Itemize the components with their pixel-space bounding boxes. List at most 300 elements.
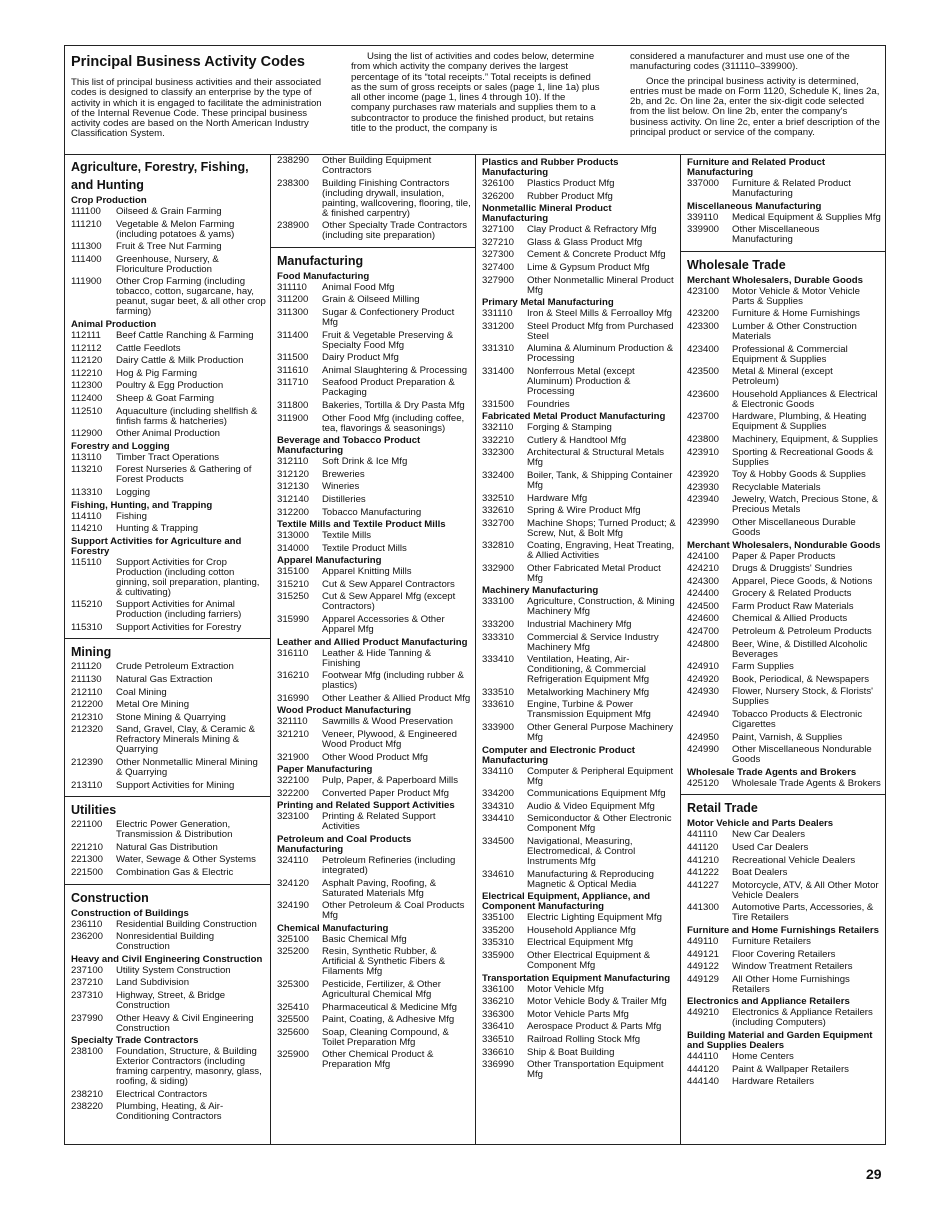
activity-description: Drugs & Druggists' Sundries <box>732 563 853 575</box>
activity-code: 336300 <box>482 1008 515 1020</box>
activity-description: Logging <box>116 486 151 498</box>
activity-description: Toy & Hobby Goods & Supplies <box>732 469 866 481</box>
activity-description: Other Wood Product Mfg <box>322 751 428 763</box>
code-row <box>482 263 676 273</box>
code-row <box>277 295 471 305</box>
code-row <box>277 592 471 612</box>
activity-description: Dairy Product Mfg <box>322 352 399 364</box>
activity-code: 331310 <box>482 343 515 355</box>
activity-description: Cutlery & Handtool Mfg <box>527 434 627 446</box>
code-row <box>687 710 881 730</box>
activity-code: 444110 <box>687 1050 719 1062</box>
activity-code: 112120 <box>71 355 103 367</box>
activity-description: Railroad Rolling Stock Mfg <box>527 1033 641 1045</box>
code-row <box>482 951 676 971</box>
activity-code: 441222 <box>687 867 720 879</box>
sector-title: Construction <box>71 890 149 905</box>
code-row <box>71 207 266 217</box>
code-row <box>482 471 676 491</box>
activity-description: Metalworking Machinery Mfg <box>527 686 650 698</box>
activity-code: 335310 <box>482 937 515 949</box>
activity-code: 311900 <box>277 412 309 424</box>
activity-description: Paper & Paper Products <box>732 550 836 562</box>
activity-description: Jewelry, Watch, Precious Stone, & Precious Metals <box>732 494 879 516</box>
activity-description: Hunting & Trapping <box>116 523 199 535</box>
activity-description: Tobacco Products & Electronic Cigarettes <box>732 709 863 731</box>
activity-description: Electrical Contractors <box>116 1088 208 1100</box>
activity-description: Apparel Accessories & Other Apparel Mfg <box>322 614 445 636</box>
code-row <box>277 753 471 763</box>
activity-code: 316990 <box>277 692 310 704</box>
code-row <box>482 250 676 260</box>
code-row <box>71 991 266 1011</box>
activity-description: Textile Mills <box>322 530 372 542</box>
activity-description: Nonresidential Building Construction <box>116 931 215 953</box>
code-row <box>687 552 881 562</box>
activity-description: Architectural & Structural Metals Mfg <box>527 447 665 469</box>
subsector-heading: Furniture and Related Product Manufacturing <box>687 157 826 178</box>
activity-code: 238210 <box>71 1088 104 1100</box>
code-row <box>687 412 881 432</box>
code-row <box>482 985 676 995</box>
activity-description: Lime & Gypsum Product Mfg <box>527 261 650 273</box>
activity-description: Other Heavy & Civil Engineering Construction <box>116 1012 254 1034</box>
code-row <box>687 975 881 995</box>
code-row <box>277 671 471 691</box>
activity-code: 441110 <box>687 829 718 841</box>
activity-code: 312110 <box>277 456 309 468</box>
activity-description: Ship & Boat Building <box>527 1046 615 1058</box>
code-row <box>71 1102 266 1122</box>
code-row <box>71 407 266 427</box>
code-row <box>687 745 881 765</box>
code-row <box>71 623 266 633</box>
code-row <box>687 830 881 840</box>
activity-code: 424940 <box>687 709 720 721</box>
activity-description: Pesticide, Fertilizer, & Other Agricultural Chemical Mfg <box>322 978 441 1000</box>
subsector-heading: Printing and Related Support Activities <box>277 800 455 812</box>
activity-description: Motor Vehicle Body & Trailer Mfg <box>527 996 667 1008</box>
subsector-heading: Merchant Wholesalers, Durable Goods <box>687 274 863 286</box>
activity-code: 322200 <box>277 787 310 799</box>
code-row <box>277 879 471 899</box>
subsector-heading: Heavy and Civil Engineering Construction <box>71 953 263 965</box>
code-row <box>687 1077 881 1087</box>
activity-code: 423400 <box>687 343 720 355</box>
activity-code: 112300 <box>71 380 103 392</box>
activity-code: 333200 <box>482 619 515 631</box>
sector-section <box>681 252 885 796</box>
activity-description: Clay Product & Refractory Mfg <box>527 224 657 236</box>
activity-description: Electronics & Appliance Retailers (including Computers) <box>732 1007 873 1029</box>
code-row <box>71 369 266 379</box>
code-row <box>277 1003 471 1013</box>
activity-code: 311200 <box>277 294 309 306</box>
subsector-heading: Motor Vehicle and Parts Dealers <box>687 818 834 830</box>
code-row <box>687 435 881 445</box>
sector-section <box>65 797 270 884</box>
code-row <box>277 1050 471 1070</box>
code-row <box>687 179 881 199</box>
code-row <box>71 966 266 976</box>
activity-code: 237100 <box>71 964 104 976</box>
page-title: Principal Business Activity Codes <box>71 54 305 70</box>
activity-code: 331400 <box>482 365 515 377</box>
activity-code: 316210 <box>277 670 310 682</box>
code-row <box>277 812 471 832</box>
activity-description: Natural Gas Distribution <box>116 841 218 853</box>
activity-description: Motor Vehicle & Motor Vehicle Parts & Supplies <box>732 285 860 307</box>
activity-code: 237990 <box>71 1012 104 1024</box>
activity-description: Other Crop Farming (including tobacco, cotton, sugarcane, hay, peanut, sugar beet, & all other crop farming) <box>116 276 266 318</box>
sector-title: Agriculture, Forestry, Fishing, and Hunting <box>71 160 249 192</box>
activity-code: 312130 <box>277 481 310 493</box>
activity-code: 441300 <box>687 902 720 914</box>
activity-description: Sand, Gravel, Clay, & Ceramic & Refractory Minerals Mining & Quarrying <box>116 724 255 756</box>
code-row <box>482 322 676 342</box>
activity-description: Other Electrical Equipment & Component Mfg <box>527 949 651 971</box>
code-row <box>277 856 471 876</box>
code-row <box>277 717 471 727</box>
activity-description: Book, Periodical, & Newspapers <box>732 673 870 685</box>
code-row <box>687 287 881 307</box>
code-row <box>687 1065 881 1075</box>
activity-description: Grain & Oilseed Milling <box>322 294 420 306</box>
activity-code: 325900 <box>277 1049 310 1061</box>
activity-description: Apparel, Piece Goods, & Notions <box>732 575 873 587</box>
intro-section <box>65 46 885 155</box>
activity-code: 424800 <box>687 638 720 650</box>
code-row <box>482 870 676 890</box>
activity-code: 114110 <box>71 510 102 522</box>
activity-code: 449110 <box>687 935 719 947</box>
activity-description: Other Specialty Trade Contractors (including site preparation) <box>322 220 468 242</box>
code-row <box>71 220 266 240</box>
sector-title: Retail Trade <box>687 801 758 816</box>
activity-description: Plastics Product Mfg <box>527 178 615 189</box>
sector-section <box>681 795 885 1092</box>
subsector-heading: Electronics and Appliance Retailers <box>687 996 850 1008</box>
code-row <box>687 614 881 624</box>
subsector-heading: Nonmetallic Mineral Product Manufacturing <box>482 203 612 225</box>
activity-code: 424600 <box>687 613 720 625</box>
code-row <box>687 322 881 342</box>
activity-description: Wineries <box>322 481 360 493</box>
activity-code: 325600 <box>277 1026 310 1038</box>
activity-description: Highway, Street, & Bridge Construction <box>116 989 226 1011</box>
activity-code: 212320 <box>71 724 104 736</box>
subsector-heading: Animal Production <box>71 318 157 330</box>
activity-code: 221210 <box>71 841 104 853</box>
activity-description: Rubber Product Mfg <box>527 190 613 202</box>
activity-code: 327300 <box>482 249 515 261</box>
code-row <box>482 1060 676 1080</box>
activity-code: 211130 <box>71 674 102 686</box>
code-row <box>277 730 471 750</box>
subsector-heading: Wholesale Trade Agents and Brokers <box>687 766 857 778</box>
activity-code: 424100 <box>687 550 720 562</box>
subsector-heading: Transportation Equipment Manufacturing <box>482 972 671 984</box>
activity-description: Seafood Product Preparation & Packaging <box>322 377 455 399</box>
activity-description: Support Activities for Crop Production (including cotton ginning, soil preparation, planting, & cultivating) <box>116 556 260 598</box>
code-row <box>277 531 471 541</box>
code-row <box>71 331 266 341</box>
activity-code: 237210 <box>71 977 104 989</box>
code-row <box>71 465 266 485</box>
activity-code: 315990 <box>277 614 310 626</box>
activity-description: Furniture Retailers <box>732 935 811 947</box>
sector-title: Mining <box>71 645 112 660</box>
activity-code: 325300 <box>277 978 310 990</box>
activity-code: 331500 <box>482 398 515 410</box>
activity-code: 423800 <box>687 433 720 445</box>
activity-description: Electrical Equipment Mfg <box>527 937 634 949</box>
activity-description: Other Miscellaneous Manufacturing <box>732 224 820 246</box>
code-row <box>71 725 266 755</box>
activity-description: Other Animal Production <box>116 428 220 440</box>
code-row <box>687 213 881 223</box>
activity-description: Grocery & Related Products <box>732 588 852 600</box>
activity-code: 326200 <box>482 190 515 202</box>
code-row <box>482 1048 676 1058</box>
activity-description: Petroleum & Petroleum Products <box>732 626 872 638</box>
activity-description: Sporting & Recreational Goods & Supplies <box>732 446 874 468</box>
activity-code: 424950 <box>687 731 720 743</box>
activity-description: Aerospace Product & Parts Mfg <box>527 1021 662 1033</box>
code-row <box>277 457 471 467</box>
activity-code: 324120 <box>277 877 310 889</box>
code-row <box>277 901 471 921</box>
activity-code: 444140 <box>687 1076 720 1088</box>
activity-code: 312200 <box>277 506 310 518</box>
code-row <box>277 649 471 669</box>
activity-code: 332210 <box>482 434 515 446</box>
activity-code: 212310 <box>71 711 104 723</box>
activity-description: Fruit & Vegetable Preserving & Specialty Food Mfg <box>322 329 454 351</box>
activity-description: Motor Vehicle Parts Mfg <box>527 1008 629 1020</box>
activity-code: 334310 <box>482 800 515 812</box>
code-row <box>277 508 471 518</box>
activity-code: 423700 <box>687 411 720 423</box>
code-row <box>482 367 676 397</box>
activity-description: Bakeries, Tortilla & Dry Pasta Mfg <box>322 399 465 411</box>
activity-description: Stone Mining & Quarrying <box>116 711 226 723</box>
code-row <box>277 615 471 635</box>
code-row <box>687 662 881 672</box>
activity-description: Cattle Feedlots <box>116 342 181 354</box>
code-row <box>71 277 266 317</box>
activity-code: 334410 <box>482 813 515 825</box>
activity-code: 334610 <box>482 868 515 880</box>
activity-code: 336990 <box>482 1059 515 1071</box>
activity-description: Hardware, Plumbing, & Heating Equipment & Supplies <box>732 411 867 433</box>
code-row <box>71 512 266 522</box>
code-row <box>71 781 266 791</box>
code-row <box>277 935 471 945</box>
activity-description: Metal & Mineral (except Petroleum) <box>732 366 833 388</box>
subsector-heading: Building Material and Garden Equipment and Supplies Dealers <box>687 1029 873 1051</box>
activity-description: Forest Nurseries & Gathering of Forest Products <box>116 464 252 486</box>
activity-description: Forging & Stamping <box>527 422 612 434</box>
activity-code: 112400 <box>71 392 103 404</box>
code-row <box>71 932 266 952</box>
code-row <box>71 758 266 778</box>
code-row <box>482 913 676 923</box>
activity-description: Other Chemical Product & Preparation Mfg <box>322 1049 434 1071</box>
code-row <box>482 633 676 653</box>
activity-code: 236200 <box>71 931 104 943</box>
activity-description: Wholesale Trade Agents & Brokers <box>732 777 881 789</box>
code-row <box>71 558 266 598</box>
code-row <box>687 470 881 480</box>
subsector-heading: Textile Mills and Textile Product Mills <box>277 519 446 531</box>
activity-code: 111300 <box>71 241 102 253</box>
activity-description: Household Appliance Mfg <box>527 924 636 936</box>
activity-description: Boiler, Tank, & Shipping Container Mfg <box>527 469 673 491</box>
activity-description: Used Car Dealers <box>732 842 809 853</box>
activity-code: 111100 <box>71 206 101 217</box>
code-row <box>277 947 471 977</box>
activity-description: Recreational Vehicle Dealers <box>732 854 856 866</box>
code-row <box>71 453 266 463</box>
activity-code: 339110 <box>687 211 719 223</box>
code-row <box>687 627 881 637</box>
activity-code: 334200 <box>482 788 515 800</box>
code-row <box>687 937 881 947</box>
activity-code: 311110 <box>277 281 307 293</box>
code-row <box>687 779 881 789</box>
activity-description: Paint, Coating, & Adhesive Mfg <box>322 1014 455 1026</box>
subsector-heading: Beverage and Tobacco Product Manufacturing <box>277 435 421 457</box>
activity-description: Automotive Parts, Accessories, & Tire Retailers <box>732 902 874 924</box>
code-row <box>71 920 266 930</box>
activity-description: Resin, Synthetic Rubber, & Artificial & Synthetic Fibers & Filaments Mfg <box>322 946 446 978</box>
code-row <box>482 597 676 617</box>
code-row <box>482 837 676 867</box>
subsector-heading: Fabricated Metal Product Manufacturing <box>482 411 666 423</box>
activity-description: Fruit & Tree Nut Farming <box>116 241 222 253</box>
subsector-heading: Plastics and Rubber Products Manufacturing <box>482 157 619 178</box>
activity-code: 332300 <box>482 447 515 459</box>
activity-description: Animal Food Mfg <box>322 281 395 293</box>
code-row <box>687 903 881 923</box>
subsector-heading: Support Activities for Agriculture and Forestry <box>71 535 242 557</box>
code-row <box>71 855 266 865</box>
code-row <box>482 344 676 364</box>
activity-description: Beer, Wine, & Distilled Alcoholic Beverages <box>732 638 868 660</box>
code-row <box>687 367 881 387</box>
activity-description: Greenhouse, Nursery, & Floriculture Production <box>116 253 219 275</box>
activity-description: Residential Building Construction <box>116 918 257 930</box>
intro-column-1 <box>71 52 326 140</box>
sector-title: Manufacturing <box>277 253 364 268</box>
code-row <box>277 495 471 505</box>
activity-code: 425120 <box>687 777 720 789</box>
activity-code: 311500 <box>277 352 309 364</box>
activity-code: 331200 <box>482 320 515 332</box>
activity-description: Boat Dealers <box>732 867 788 879</box>
code-row <box>71 688 266 698</box>
activity-code: 423200 <box>687 308 720 320</box>
activity-code: 424920 <box>687 673 720 685</box>
activity-code: 112210 <box>71 367 103 379</box>
activity-description: Home Centers <box>732 1050 794 1062</box>
code-row <box>482 423 676 433</box>
subsector-heading: Furniture and Home Furnishings Retailers <box>687 924 879 936</box>
activity-description: Motor Vehicle Mfg <box>527 983 604 995</box>
activity-description: Vegetable & Melon Farming (including potatoes & yams) <box>116 218 235 240</box>
activity-description: Pharmaceutical & Medicine Mfg <box>322 1001 457 1013</box>
intro-paragraph-1: This list of principal business activities and their associated codes is designed to classify an enterprise by the type of activity in which it is engaged to facilitate the administration of the Internal Revenue Code. These principal business activity codes are based on the North American Industry Classification System. <box>71 77 322 140</box>
activity-description: Other Leather & Allied Product Mfg <box>322 692 471 704</box>
activity-code: 238220 <box>71 1101 104 1113</box>
code-row <box>71 344 266 354</box>
activity-code: 444120 <box>687 1063 720 1075</box>
activity-description: Other Miscellaneous Durable Goods <box>732 516 856 538</box>
subsector-heading: Leather and Allied Product Manufacturing <box>277 636 468 648</box>
code-row <box>687 309 881 319</box>
activity-description: Breweries <box>322 468 365 480</box>
code-row <box>71 381 266 391</box>
subsector-heading: Wood Product Manufacturing <box>277 705 412 717</box>
activity-description: Paint, Varnish, & Supplies <box>732 731 843 743</box>
activity-description: New Car Dealers <box>732 829 806 841</box>
activity-description: Sugar & Confectionery Product Mfg <box>322 306 455 328</box>
activity-code: 334500 <box>482 836 515 847</box>
activity-code: 315210 <box>277 578 310 590</box>
code-row <box>687 1052 881 1062</box>
code-row <box>687 495 881 515</box>
code-row <box>277 789 471 799</box>
code-row <box>71 524 266 534</box>
code-row <box>71 255 266 275</box>
activity-description: Cement & Concrete Product Mfg <box>527 249 666 261</box>
code-row <box>482 938 676 948</box>
activity-description: Farm Supplies <box>732 661 794 673</box>
code-row <box>277 567 471 577</box>
code-row <box>71 488 266 498</box>
activity-description: Lumber & Other Construction Materials <box>732 320 857 342</box>
code-row <box>71 868 266 878</box>
activity-code: 424930 <box>687 686 720 698</box>
activity-code: 423930 <box>687 481 720 493</box>
activity-description: Crude Petroleum Extraction <box>116 661 234 673</box>
sector-section <box>681 154 885 252</box>
activity-code: 423910 <box>687 446 720 458</box>
activity-description: Foundation, Structure, & Building Exterior Contractors (including framing carpentry, masonry, glass, roofing, & siding) <box>116 1046 262 1088</box>
code-row <box>482 997 676 1007</box>
activity-description: Support Activities for Animal Production (including farriers) <box>116 599 242 621</box>
activity-code: 423990 <box>687 516 720 528</box>
activity-description: Steel Product Mfg from Purchased Steel <box>527 320 674 342</box>
code-row <box>687 577 881 587</box>
activity-code: 212110 <box>71 686 103 698</box>
activity-description: Apparel Knitting Mills <box>322 566 412 578</box>
subsector-heading: Merchant Wholesalers, Nondurable Goods <box>687 539 881 551</box>
activity-description: Floor Covering Retailers <box>732 948 836 960</box>
activity-description: Fishing <box>116 510 147 522</box>
code-row <box>482 448 676 468</box>
activity-code: 315100 <box>277 566 310 578</box>
activity-code: 311800 <box>277 399 309 411</box>
code-row <box>277 308 471 328</box>
code-row <box>277 694 471 704</box>
activity-code: 111210 <box>71 218 102 230</box>
code-row <box>687 602 881 612</box>
code-column-1 <box>65 154 271 1144</box>
activity-code: 113310 <box>71 486 103 498</box>
subsector-heading: Chemical Manufacturing <box>277 922 389 934</box>
